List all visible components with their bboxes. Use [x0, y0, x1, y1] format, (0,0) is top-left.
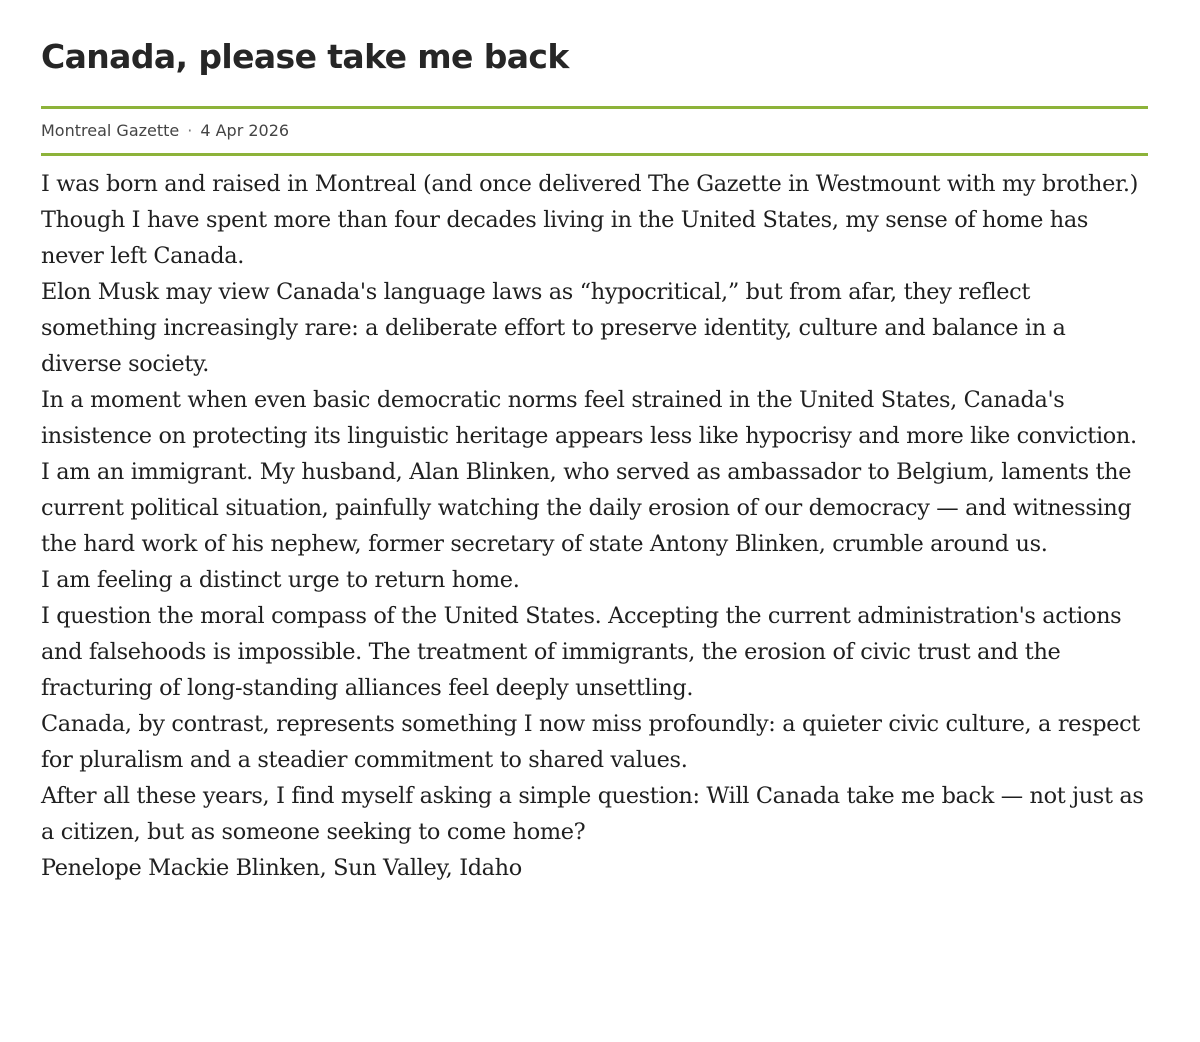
paragraph: I question the moral compass of the United States. Accepting the current administration's actions and falsehoods is impossible. The treatment of immigrants, the erosion of civic trust and the fracturing of long-standing alliances feel deeply unsettling.: [41, 603, 1122, 701]
paragraph: Canada, by contrast, represents something I now miss profoundly: a quieter civic culture, a respect for pluralism and a steadier commitment to shared values.: [41, 711, 1140, 773]
article-body: [41, 166, 1151, 886]
headline: Canada, please take me back: [41, 37, 569, 76]
paragraph: Elon Musk may view Canada's language laws as “hypocritical,” but from afar, they reflect something increasingly rare: a deliberate effort to preserve identity, culture and balance in a diverse society.: [41, 279, 1066, 377]
paragraph: In a moment when even basic democratic norms feel strained in the United States, Canada's insistence on protecting its linguistic heritage appears less like hypocrisy and more like conviction.: [41, 387, 1137, 449]
publish-date: 4 Apr 2026: [200, 121, 290, 140]
paragraph: I am an immigrant. My husband, Alan Blinken, who served as ambassador to Belgium, laments the current political situation, painfully watching the daily erosion of our democracy — and witnessing the hard work of his nephew, former secretary of state Antony Blinken, crumble around us.: [41, 459, 1132, 557]
source-name: Montreal Gazette: [41, 121, 180, 140]
byline-meta: [41, 109, 1148, 153]
paragraph: Though I have spent more than four decades living in the United States, my sense of home has never left Canada.: [41, 207, 1089, 269]
meta-separator: ·: [187, 121, 193, 140]
paragraph: I am feeling a distinct urge to return home.: [41, 567, 520, 593]
paragraph: After all these years, I find myself asking a simple question: Will Canada take me back — not just as a citizen, but as someone seeking to come home?: [41, 783, 1144, 845]
signature-line: Penelope Mackie Blinken, Sun Valley, Idaho: [41, 855, 522, 881]
paragraph: I was born and raised in Montreal (and once delivered The Gazette in Westmount with my brother.): [41, 171, 1139, 197]
bottom-divider: [41, 153, 1148, 156]
